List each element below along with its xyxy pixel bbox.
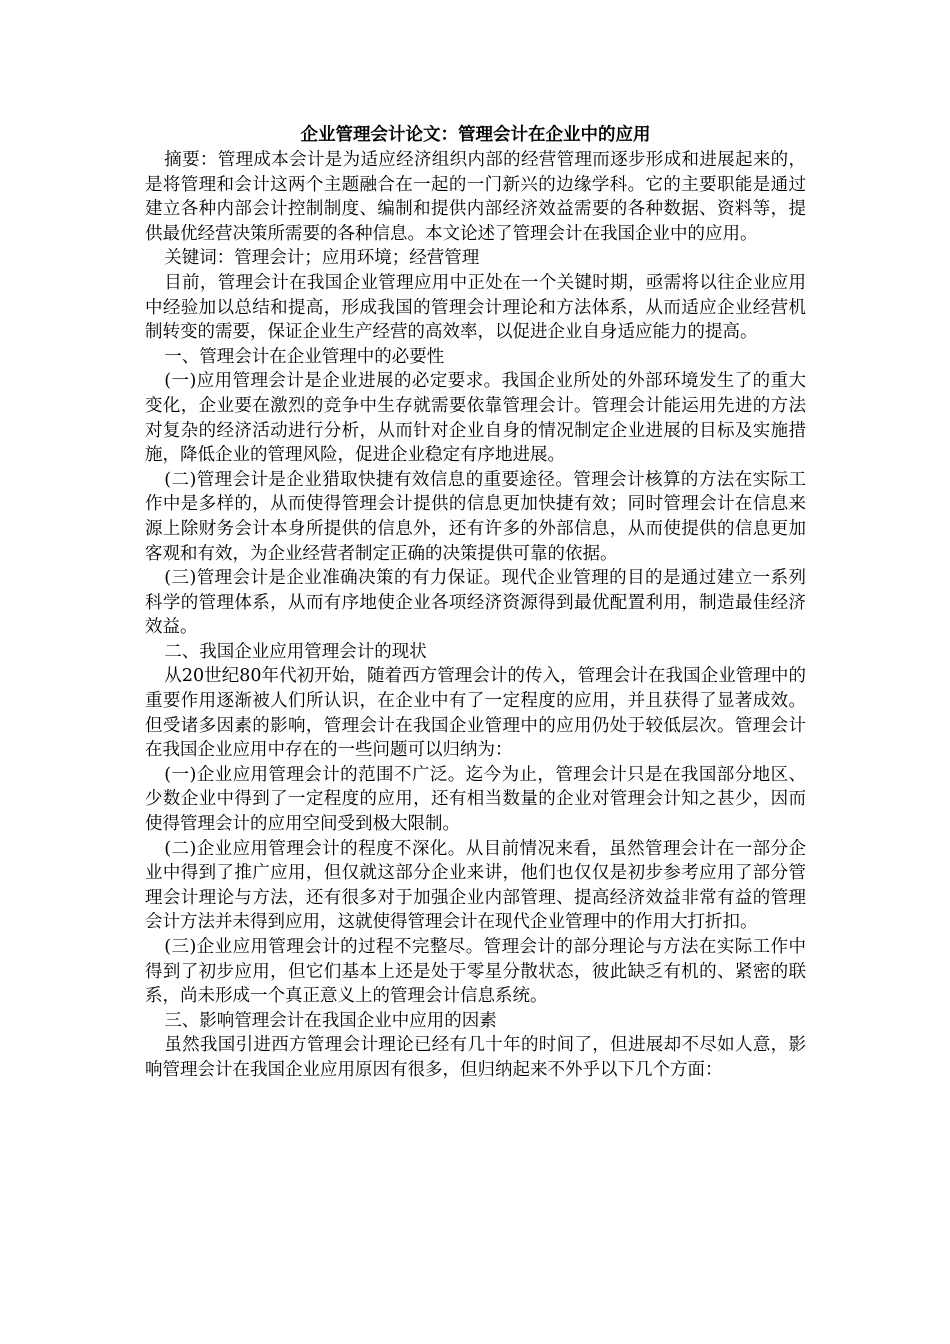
keywords-line: 关键词：管理会计；应用环境；经营管理: [164, 248, 480, 269]
section-3-heading: 三、影响管理会计在我国企业中应用的因素: [164, 1010, 497, 1031]
section-2-paragraph-1: (一)企业应用管理会计的范围不广泛。迄今为止，管理会计只是在我国部分地区、少数企业中得到了一定程度的应用，还有相当数量的企业对管理会计知之甚少，因而使得管理会计的应用空间受到极大限制。: [145, 764, 806, 835]
document-page: [145, 122, 806, 1083]
section-2-paragraph-3: (三)企业应用管理会计的过程不完整尽。管理会计的部分理论与方法在实际工作中得到了初步应用，但它们基本上还是处于零星分散状态，彼此缺乏有机的、紧密的联系，尚未形成一个真正意义上的管理会计信息系统。: [145, 937, 806, 1007]
section-2-intro: 从20世纪80年代初开始，随着西方管理会计的传入，管理会计在我国企业管理中的重要作用逐渐被人们所认识，在企业中有了一定程度的应用，并且获得了显著成效。但受诸多因素的影响，管理会计在我国企业管理中的应用仍处于较低层次。管理会计在我国企业应用中存在的一些问题可以归纳为：: [145, 666, 806, 761]
section-1-paragraph-2: (二)管理会计是企业猎取快捷有效信息的重要途径。管理会计核算的方法在实际工作中是多样的，从而使得管理会计提供的信息更加快捷有效；同时管理会计在信息来源上除财务会计本身所提供的信息外，还有许多的外部信息，从而使提供的信息更加客观和有效，为企业经营者制定正确的决策提供可靠的依据。: [145, 469, 806, 564]
document-title: 企业管理会计论文：管理会计在企业中的应用: [300, 125, 651, 145]
section-2-paragraph-2: (二)企业应用管理会计的程度不深化。从目前情况来看，虽然管理会计在一部分企业中得到了推广应用，但仅就这部分企业来讲，他们也仅仅是初步参考应用了部分管理会计理论与方法，还有很多对于加强企业内部管理、提高经济效益非常有益的管理会计方法并未得到应用，这就使得管理会计在现代企业管理中的作用大打折扣。: [145, 838, 806, 933]
section-1-heading: 一、管理会计在企业管理中的必要性: [164, 346, 445, 367]
section-1-paragraph-1: (一)应用管理会计是企业进展的必定要求。我国企业所处的外部环境发生了的重大变化，企业要在激烈的竞争中生存就需要依靠管理会计。管理会计能运用先进的方法对复杂的经济活动进行分析，从而针对企业自身的情况制定企业进展的目标及实施措施，降低企业的管理风险，促进企业稳定有序地进展。: [145, 371, 806, 466]
section-3-intro: 虽然我国引进西方管理会计理论已经有几十年的时间了，但进展却不尽如人意，影响管理会计在我国企业应用原因有很多，但归纳起来不外乎以下几个方面：: [145, 1035, 806, 1080]
intro-paragraph: 目前，管理会计在我国企业管理应用中正处在一个关键时期，亟需将以往企业应用中经验加以总结和提高，形成我国的管理会计理论和方法体系，从而适应企业经营机制转变的需要，保证企业生产经营的高效率，以促进企业自身适应能力的提高。: [145, 272, 806, 343]
abstract-paragraph: 摘要：管理成本会计是为适应经济组织内部的经营管理而逐步形成和进展起来的，是将管理和会计这两个主题融合在一起的一门新兴的边缘学科。它的主要职能是通过建立各种内部会计控制制度、编制和提供内部经济效益需要的各种数据、资料等，提供最优经营决策所需要的各种信息。本文论述了管理会计在我国企业中的应用。: [145, 150, 806, 244]
section-2-heading: 二、我国企业应用管理会计的现状: [164, 641, 427, 662]
section-1-paragraph-3: (三)管理会计是企业准确决策的有力保证。现代企业管理的目的是通过建立一系列科学的管理体系，从而有序地使企业各项经济资源得到最优配置利用，制造最佳经济效益。: [145, 568, 806, 638]
